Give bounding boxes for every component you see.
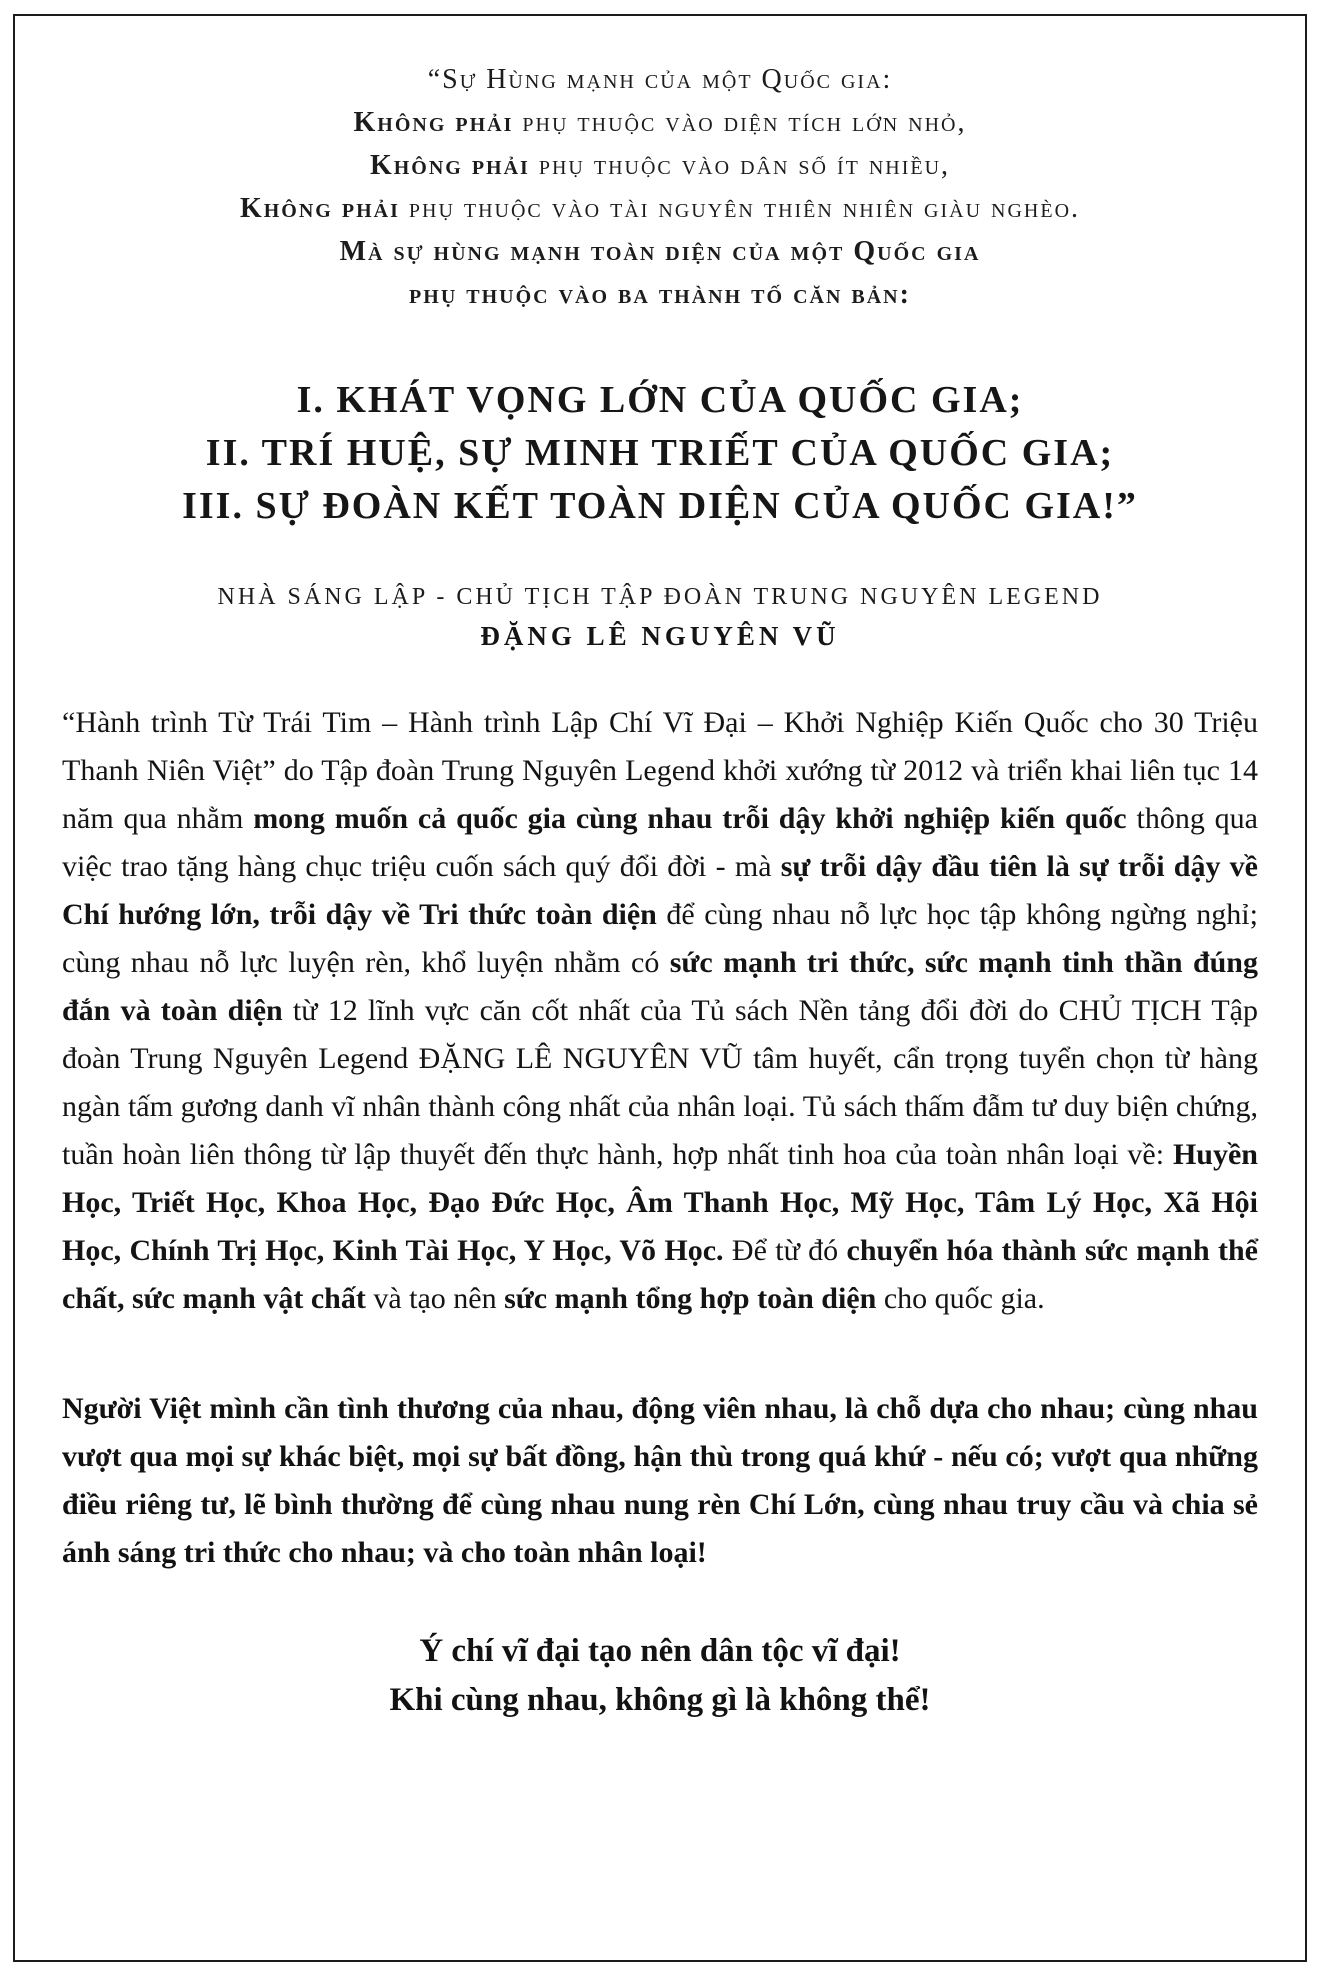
closing-line-2: Khi cùng nhau, không gì là không thể! — [389, 1682, 931, 1718]
text-run: từ 12 lĩnh vực căn cốt nhất của Tủ sách Nền tảng đổi đời do CHỦ TỊCH Tập đoàn Trung Nguyên Legend ĐẶNG LÊ NGUYÊN VŨ tâm huyết, cẩn trọng tuyển chọn từ hàng ngàn tấm gương danh vĩ nhân thành công nhất của nhân loại. Tủ sách thấm đẫm tư duy biện chứng, tuần hoàn liên thông từ lập thuyết đến thực hành, hợp nhất tinh hoa của toàn nhân loại về: — [62, 994, 1258, 1171]
text-run: và tạo nên — [373, 1282, 505, 1315]
text-run: sức mạnh tri thức, sức mạnh tinh thần đúng đắn và toàn diện — [62, 946, 1258, 1027]
attribution-name: ĐẶNG LÊ NGUYÊN VŨ — [480, 621, 840, 651]
quote-line — [62, 187, 1258, 230]
quote-line-emphasis: Không phải — [353, 107, 523, 138]
page-content — [62, 58, 1258, 1725]
pillars-list — [62, 374, 1258, 533]
closing-line-1: Ý chí vĩ đại tạo nên dân tộc vĩ đại! — [419, 1633, 901, 1669]
pillar-item-1: I. KHÁT VỌNG LỚN CỦA QUỐC GIA; — [296, 379, 1024, 421]
pillar-item-3: III. SỰ ĐOÀN KẾT TOÀN DIỆN CỦA QUỐC GIA!” — [182, 485, 1138, 527]
quote-conclusion-line: Mà sự hùng mạnh toàn diện của một Quốc gia — [339, 236, 981, 267]
text-run: “Hành trình Từ Trái Tim – Hành trình Lập Chí Vĩ Đại – Khởi Nghiệp Kiến Quốc cho 30 Triệu Thanh Niên Việt” do Tập đoàn Trung Nguyên Legend khởi xướng từ 2012 và triển khai liên tục 14 năm qua nhằm — [62, 706, 1258, 835]
quote-title: “Sự Hùng mạnh của một Quốc gia: — [427, 64, 893, 95]
text-run: cho quốc gia. — [883, 1282, 1045, 1315]
quote-line — [62, 101, 1258, 144]
text-run: chuyển hóa thành sức mạnh thể chất, sức mạnh vật chất — [62, 1234, 1258, 1315]
text-run: thông qua việc trao tặng hàng chục triệu cuốn sách quý đổi đời - mà — [62, 802, 1258, 883]
pillar-item-2: II. TRÍ HUỆ, SỰ MINH TRIẾT CỦA QUỐC GIA; — [205, 432, 1115, 474]
quote-line — [62, 144, 1258, 187]
attribution-role: NHÀ SÁNG LẬP - CHỦ TỊCH TẬP ĐOÀN TRUNG NGUYÊN LEGEND — [217, 584, 1103, 610]
quote-line-emphasis: Không phải — [239, 193, 409, 224]
text-run: sự trỗi dậy đầu tiên là sự trỗi dậy về Chí hướng lớn, trỗi dậy về Tri thức toàn diện — [62, 850, 1258, 931]
text-run: mong muốn cả quốc gia cùng nhau trỗi dậy khởi nghiệp kiến quốc — [253, 802, 1137, 835]
text-run: Để từ đó — [731, 1234, 847, 1267]
closing-lines — [62, 1627, 1258, 1725]
attribution — [62, 579, 1258, 657]
statement-paragraph: Người Việt mình cần tình thương của nhau, động viên nhau, là chỗ dựa cho nhau; cùng nhau vượt qua mọi sự khác biệt, mọi sự bất đồng, hận thù trong quá khứ - nếu có; vượt qua những điều riêng tư, lẽ bình thường để cùng nhau nung rèn Chí Lớn, cùng nhau truy cầu và chia sẻ ánh sáng tri thức cho nhau; và cho toàn nhân loại! — [62, 1392, 1258, 1569]
quote-heading — [62, 58, 1258, 316]
quote-line-emphasis: Không phải — [369, 150, 539, 181]
text-run: Huyền Học, Triết Học, Khoa Học, Đạo Đức Học, Âm Thanh Học, Mỹ Học, Tâm Lý Học, Xã Hội Học, Chính Trị Học, Kinh Tài Học, Y Học, Võ Học. — [62, 1138, 1258, 1267]
quote-line-text: phụ thuộc vào diện tích lớn nhỏ, — [522, 107, 967, 138]
text-run: để cùng nhau nỗ lực học tập không ngừng nghỉ; cùng nhau nỗ lực luyện rèn, khổ luyện nhằm có — [62, 898, 1258, 979]
quote-line-text: phụ thuộc vào dân số ít nhiều, — [538, 150, 951, 181]
text-run: sức mạnh tổng hợp toàn diện — [504, 1282, 884, 1315]
quote-conclusion-line: phụ thuộc vào ba thành tố căn bản: — [409, 279, 911, 310]
quote-line-text: phụ thuộc vào tài nguyên thiên nhiên giàu nghèo. — [408, 193, 1081, 224]
body-paragraph — [62, 699, 1258, 1323]
